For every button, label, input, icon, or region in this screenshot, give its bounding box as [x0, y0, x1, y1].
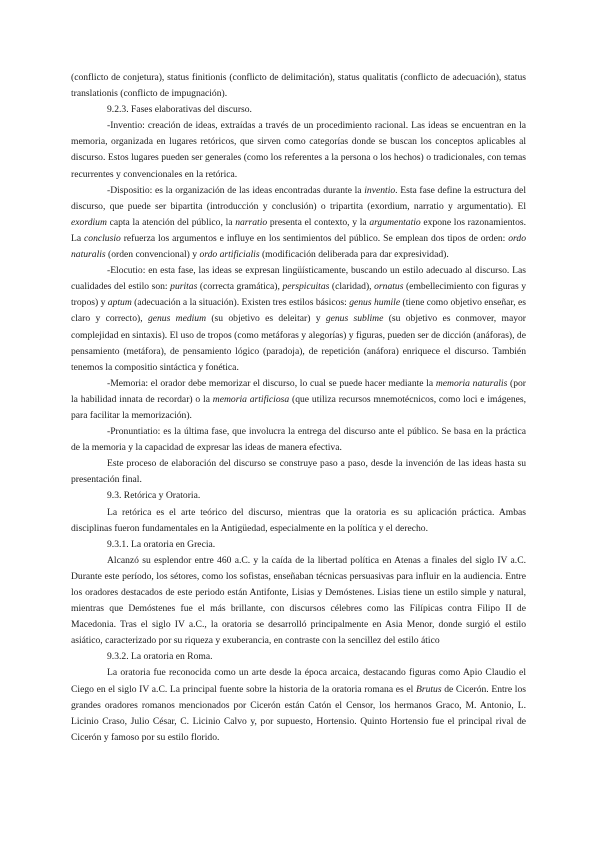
text-run: La oratoria fue reconocida como un arte desde la época arcaica, destacando figuras como Apio Claudio el Ciego en el siglo IV a.C. La principal fuente sobre la historia de la oratoria romana es el	[71, 667, 526, 695]
text-run: 9.3.1. La oratoria en Grecia.	[107, 538, 216, 550]
italic-term: Brutus	[415, 683, 442, 695]
italic-term: argumentatio	[369, 216, 421, 228]
text-run: -Inventio: creación de ideas, extraídas a través de un procedimiento racional. Las ideas se encuentran en la memoria, organizada en lugares retóricos, que sirven como categorías donde se buscan los conceptos aplicables al discurso. Estos lugares pueden ser generales (como los referentes a la persona o los hechos) o tradicionales, con temas recurrentes y convencionales en la retórica.	[71, 120, 526, 180]
paragraph-pronuntiatio	[71, 424, 526, 456]
paragraph-proceso	[71, 456, 526, 488]
text-run: (tiene como objetivo enseñar, es claro y correcto),	[71, 297, 526, 325]
italic-term: narratio	[235, 216, 268, 228]
text-run: (adecuación a la situación). Existen tres estilos básicos:	[131, 297, 350, 309]
italic-term: aptum	[107, 297, 132, 309]
paragraph-h93	[71, 488, 526, 504]
paragraph-grecia	[71, 553, 526, 650]
text-run: (su objetivo es conmover, mayor complejidad en sintaxis). El uso de tropos (como metáforas y alegorías) y figuras, pueden ser de dicción (anáforas), de pensamiento (metáfora), de pensamiento lógico (paradoja), de repetición (anáfora) enriquece el discurso. También tenemos la compositio sintáctica y fonética.	[71, 313, 526, 373]
italic-term: conclusio	[84, 232, 121, 244]
text-run: 9.3. Retórica y Oratoria.	[107, 490, 201, 502]
italic-term: perspicuitas	[282, 281, 330, 293]
italic-term: inventio	[364, 184, 396, 196]
text-run: (conflicto de conjetura), status finitionis (conflicto de delimitación), status qualitatis (conflicto de adecuación), status translationis (conflicto de impugnación).	[71, 72, 526, 100]
italic-term: genus sublime	[325, 313, 384, 325]
text-run: (por la habilidad innata de recordar) o la	[71, 377, 526, 405]
text-run: -Elocutio: en esta fase, las ideas se expresan lingüísticamente, buscando un estilo adecuado al discurso. Las cualidades del estilo son:	[71, 265, 526, 293]
text-run: (embellecimiento con figuras y tropos) y	[71, 281, 527, 309]
paragraph-memoria	[71, 376, 526, 424]
italic-term: memoria artificiosa	[212, 393, 290, 405]
text-run: 9.3.2. La oratoria en Roma.	[107, 651, 213, 663]
paragraph-elocutio	[71, 263, 526, 376]
italic-term: ornatus	[374, 281, 404, 293]
paragraph-h923	[71, 102, 526, 118]
text-run: (claridad),	[329, 281, 375, 293]
text-run: . Esta fase define la estructura del discurso, que puede ser bipartita (introducción y conclusión) o tripartita (exordium, narratio y argumentatio). El	[71, 184, 526, 212]
italic-term: genus medium	[147, 313, 207, 325]
text-run: (que utiliza recursos mnemotécnicos, como loci e imágenes, para facilitar la memorización).	[71, 393, 527, 421]
text-run: Este proceso de elaboración del discurso se construye paso a paso, desde la invención de las ideas hasta su presentación final.	[71, 458, 526, 486]
paragraph-inventio	[71, 118, 526, 182]
paragraph-dispositio	[71, 183, 526, 263]
text-run: (correcta gramática),	[197, 281, 283, 293]
text-run: -Dispositio: es la organización de las ideas encontradas durante la	[107, 184, 365, 196]
text-run: La retórica es el arte teórico del discurso, mientras que la oratoria es su aplicación práctica. Ambas disciplinas fueron fundamentales en la Antigüedad, especialmente en la política y el derecho.	[71, 506, 526, 534]
text-run: capta la atención del público, la	[106, 216, 236, 228]
text-run: (orden convencional) y	[105, 249, 200, 261]
paragraph-h931	[71, 537, 526, 553]
text-run: refuerza los argumentos e influye en los sentimientos del público. Se emplean dos tipos de orden:	[120, 232, 509, 244]
italic-term: memoria naturalis	[435, 377, 508, 389]
text-run: presenta el contexto, y la	[267, 216, 370, 228]
italic-term: ordo artificialis	[199, 249, 260, 261]
italic-term: exordium	[71, 216, 107, 228]
italic-term: genus humile	[349, 297, 401, 309]
text-run: (modificación deliberada para dar expresividad).	[259, 249, 449, 261]
paragraph-retorica	[71, 505, 526, 537]
text-run: -Memoria: el orador debe memorizar el discurso, lo cual se puede hacer mediante la	[107, 377, 436, 389]
italic-term: puritas	[170, 281, 198, 293]
text-run: de Cicerón. Entre los grandes oradores romanos mencionados por Cicerón están Catón el Censor, los hermanos Graco, M. Antonio, L. Licinio Craso, Julio César, C. Licinio Calvo y, por supuesto, Hortensio. Quinto Hortensio fue el principal rival de Cicerón y famoso por su estilo florido.	[71, 683, 526, 743]
paragraph-roma	[71, 665, 526, 745]
text-run: (su objetivo es deleitar) y	[206, 313, 326, 325]
paragraph-h932	[71, 649, 526, 665]
text-run: Alcanzó su esplendor entre 460 a.C. y la caída de la libertad política en Atenas a finales del siglo IV a.C. Durante este período, los sétores, como los sofistas, enseñaban técnicas persuasivas para influir en la audiencia. Entre los oradores destacados de este periodo están Antifonte, Lisias y Demóstenes. Lisias tiene un estilo simple y natural, mientras que Demóstenes fue el más brillante, con discursos célebres como las Filípicas contra Filipo II de Macedonia. Tras el siglo IV a.C., la oratoria se desarrolló principalmente en Asia Menor, donde surgió el estilo asiático, caracterizado por su riqueza y exuberancia, en contraste con la sencillez del estilo ático	[71, 554, 526, 647]
italic-term: ordo naturalis	[71, 232, 526, 261]
text-run: 9.2.3. Fases elaborativas del discurso.	[107, 104, 252, 116]
text-run: -Pronuntiatio: es la última fase, que involucra la entrega del discurso ante el público. Se basa en la práctica de la memoria y la capacidad de expresar las ideas de manera efectiva.	[71, 426, 526, 454]
text-run: expone los razonamientos. La	[71, 216, 527, 244]
paragraph-p1	[71, 70, 526, 102]
